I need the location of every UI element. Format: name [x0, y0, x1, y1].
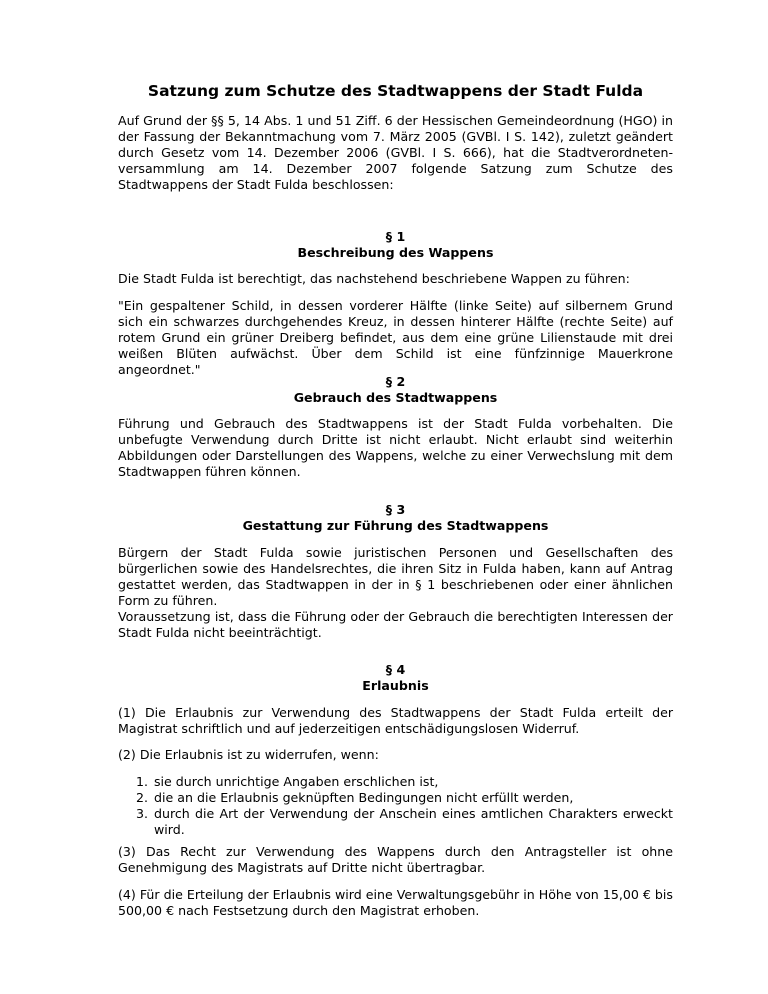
section-3-heading [118, 502, 673, 534]
section-3-number: § 3 [385, 502, 406, 517]
section-3-paragraph-1: Bürgern der Stadt Fulda sowie juristischen Personen und Gesellschaften des bürgerlichen sowie des Handelsrechtes, die ihren Sitz in Fulda haben, kann auf Antrag gestattet werden, das Stadtwappen in der in § 1 beschriebenen oder einer ähnlichen Form zu führen. [118, 545, 673, 608]
list-item-number: 1. [136, 774, 149, 789]
list-item-text: durch die Art der Verwendung der Anschein eines amtlichen Charakters erweckt wird. [154, 806, 673, 837]
section-4-paragraph-4: (4) Für die Erteilung der Erlaubnis wird eine Verwaltungsgebühr in Höhe von 15,00 € bis 500,00 € nach Festsetzung durch den Magistrat erhoben. [118, 887, 673, 918]
section-3-title: Gestattung zur Führung des Stadtwappens [242, 518, 549, 533]
section-1-heading [118, 229, 673, 261]
section-1-title: Beschreibung des Wappens [297, 245, 494, 260]
section-4-paragraph-1: (1) Die Erlaubnis zur Verwendung des Stadtwappens der Stadt Fulda erteilt der Magistrat schriftlich und auf jederzeitigen entschädigungslosen Widerruf. [118, 705, 673, 736]
list-item [118, 790, 673, 806]
section-4-paragraph-2: (2) Die Erlaubnis ist zu widerrufen, wenn: [118, 747, 379, 762]
section-4-heading [118, 662, 673, 694]
section-1-paragraph-2: "Ein gespaltener Schild, in dessen vorderer Hälfte (linke Seite) auf silbernem Grund sich ein schwarzes durchgehendes Kreuz, in dessen hinterer Hälfte (rechte Seite) auf rotem Grund ein grüner Dreiberg befindet, aus dem eine grüne Lilienstaude mit drei weißen Blüten aufwächst. Über dem Schild ist eine fünfzinnige Mauerkrone angeordnet." [118, 298, 673, 377]
section-1-paragraph-1: Die Stadt Fulda ist berechtigt, das nachstehend beschriebene Wappen zu führen: [118, 271, 630, 286]
list-item [118, 774, 673, 790]
section-2-number: § 2 [385, 374, 406, 389]
section-4-paragraph-3: (3) Das Recht zur Verwendung des Wappens durch den Antragsteller ist ohne Genehmigung des Magistrats auf Dritte nicht übertragbar. [118, 844, 673, 875]
list-item-text: sie durch unrichtige Angaben erschlichen ist, [154, 774, 439, 789]
section-1-number: § 1 [385, 229, 406, 244]
section-2-title: Gebrauch des Stadtwappens [293, 390, 498, 405]
section-4-number: § 4 [385, 662, 406, 677]
section-2-paragraph-1: Führung und Gebrauch des Stadtwappens ist der Stadt Fulda vorbehalten. Die unbefugte Verwendung durch Dritte ist nicht erlaubt. Nicht erlaubt sind weiterhin Abbildungen oder Darstellungen des Wappens, welche zu einer Verwechslung mit dem Stadtwappen führen können. [118, 416, 673, 479]
section-4-revocation-list [118, 774, 673, 838]
section-3-paragraph-2: Voraussetzung ist, dass die Führung oder der Gebrauch die berechtigten Interessen der Stadt Fulda nicht beeinträchtigt. [118, 609, 673, 640]
list-item-number: 3. [136, 806, 149, 821]
section-4-title: Erlaubnis [362, 678, 429, 693]
list-item-number: 2. [136, 790, 149, 805]
section-2-heading [118, 374, 673, 406]
document-title: Satzung zum Schutze des Stadtwappens der Stadt Fulda [147, 82, 644, 100]
preamble-paragraph: Auf Grund der §§ 5, 14 Abs. 1 und 51 Ziff. 6 der Hessischen Gemeindeordnung (HGO) in der Fassung der Bekanntmachung vom 7. März 2005 (GVBl. I S. 142), zuletzt geändert durch Gesetz vom 14. Dezember 2006 (GVBl. I S. 666), hat die Stadtverordnetenversammlung am 14. Dezember 2007 folgende Satzung zum Schutze des Stadtwappens der Stadt Fulda beschlossen: [118, 113, 673, 192]
list-item [118, 806, 673, 838]
list-item-text: die an die Erlaubnis geknüpften Bedingungen nicht erfüllt werden, [154, 790, 574, 805]
